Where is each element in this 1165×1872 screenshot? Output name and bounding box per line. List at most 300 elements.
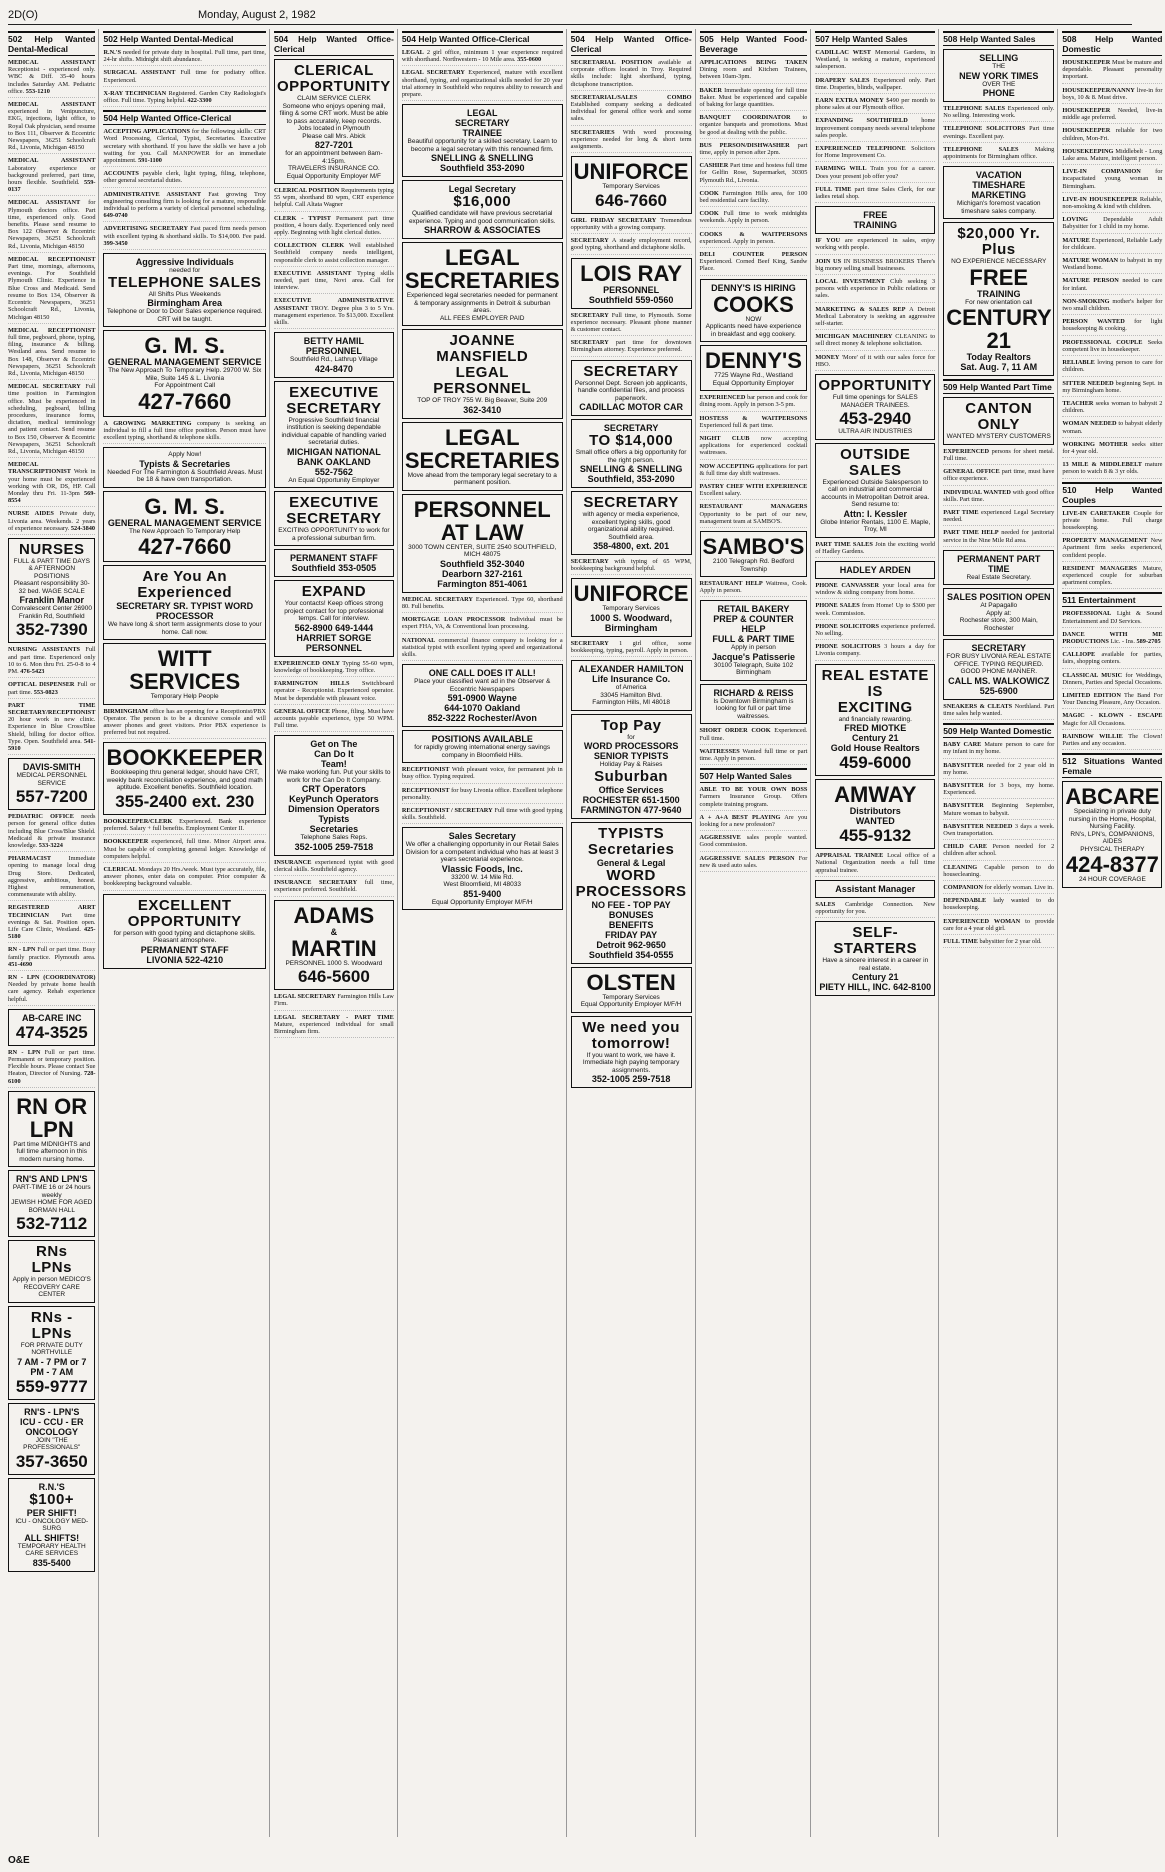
- display-ad-line: TOP OF TROY 755 W. Big Beaver, Suite 209: [417, 397, 548, 405]
- ad-lead: MICHIGAN MACHINERY: [815, 333, 893, 341]
- display-ad: [815, 443, 935, 538]
- display-ad-line: NOW: [745, 315, 762, 323]
- display-ad-line: Distributors: [849, 806, 901, 817]
- classified-ad: [103, 838, 265, 863]
- ad-body: Wanted full time or part time. Apply in person.: [699, 747, 808, 763]
- ad-lead: NURSE AIDES: [8, 510, 54, 518]
- display-ad-line: OVER THE: [982, 80, 1016, 88]
- ad-lead: SHORT ORDER COOK: [699, 727, 771, 735]
- ad-lead: LIMITED EDITION: [1062, 691, 1121, 699]
- display-ad: [943, 222, 1054, 376]
- display-ad-line: GENERAL MANAGEMENT SERVICE: [107, 357, 262, 368]
- ad-body: full time, experience preferred. Southfield.: [273, 879, 394, 894]
- ad-lead: HOUSEKEEPER: [1062, 59, 1111, 66]
- ad-lead: LIVE-IN COMPANION: [1062, 168, 1141, 176]
- ad-lead: MATURE PERSON: [1062, 277, 1119, 285]
- display-ad-line: West Bloomfield, MI 48033: [443, 881, 522, 889]
- display-ad-line: WANTED MYSTERY CUSTOMERS: [946, 433, 1051, 441]
- display-ad: [943, 588, 1054, 636]
- display-ad: [402, 104, 563, 177]
- ad-lead: EXPANDING SOUTHFIELD: [815, 117, 908, 125]
- display-ad: [700, 600, 808, 681]
- display-ad-line: Pleasant responsibility 30-32 bed. WAGE SCALE: [13, 580, 90, 595]
- ad-body: A Detroit Medical Laboratory is seeking an aggressive self-starter.: [815, 305, 936, 328]
- display-ad-line: Small office offers a big opportunity for the right person.: [575, 449, 687, 464]
- display-ad: [571, 822, 692, 964]
- display-ad-line: Sales Secretary: [448, 831, 516, 842]
- display-ad-line: FULL & PART TIME: [712, 634, 795, 645]
- ad-body: with typing of 65 WPM, bookkeeping background helpful.: [570, 558, 692, 573]
- ad-body: 20 hour work in new clinic. Experience in Blue Cross/Blue Shield, billing for doctor office. Type. Open. Southfield area.: [8, 716, 96, 745]
- classified-ad: [1062, 196, 1162, 213]
- display-ad: [274, 491, 394, 546]
- ad-lead: RECEPTIONIST: [401, 786, 450, 794]
- classified-ad: [943, 146, 1054, 163]
- ad-body: for the following skills: CRT Word Processing, Clerical, Typist, Secretaries. Executive secretary with shorthand. If you have the skills we have a job waiting for you. Call MANPOWER for an immediate appointment.: [103, 128, 266, 165]
- ad-body: part time for downtown Birmingham attorney. Experience preferred.: [570, 339, 692, 354]
- ad-lead: CADILLAC WEST: [815, 49, 871, 56]
- ad-lead: A GROWING MARKETING: [103, 419, 192, 427]
- ad-lead: FULL TIME: [943, 938, 978, 946]
- ad-lead: R.N.'S: [103, 49, 121, 56]
- display-ad-line: Typists: [318, 814, 350, 825]
- display-ad-line: 424-8377: [1065, 852, 1159, 878]
- display-ad: [402, 422, 563, 491]
- ad-body: Seeks competent live in housekeeper.: [1062, 338, 1163, 353]
- section-heading: 504 Help Wanted Office-Clerical: [274, 31, 394, 56]
- section-heading: 509 Help Wanted Domestic: [943, 723, 1054, 738]
- ad-body: Typing skills needed, part time, Novi area. Call for interview.: [273, 269, 394, 292]
- display-ad-line: Sat. Aug. 7, 11 AM: [960, 362, 1038, 373]
- ad-body: for incapacitated young woman in Birmingham.: [1062, 168, 1163, 190]
- ad-body: Dependable Adult Babysitter for 1 child in my home.: [1062, 216, 1163, 231]
- ad-lead: MEDICAL ASSISTANT: [8, 157, 96, 165]
- classified-ad: [943, 823, 1054, 840]
- display-ad-line: 557-7200: [15, 787, 88, 807]
- display-ad: [8, 1091, 95, 1168]
- classified-ad: [1062, 400, 1162, 417]
- classified-ad: [700, 435, 808, 460]
- ad-lead: DANCE WITH ME PRODUCTIONS: [1062, 630, 1163, 645]
- display-ad-line: 559-9777: [15, 1376, 88, 1396]
- display-ad-line: ROCHESTER 651-1500: [582, 794, 680, 805]
- ad-body: part time, apply in person after 2pm.: [699, 141, 808, 157]
- issue-date: Monday, August 2, 1982: [197, 9, 316, 21]
- ad-lead: SECRETARY: [570, 339, 609, 347]
- display-ad-line: JOIN "THE PROFESSIONALS": [23, 1436, 81, 1452]
- ad-phone: 524-3840: [70, 524, 96, 532]
- classified-ad: [815, 77, 935, 94]
- ad-lead: PHONE SOLICITORS: [815, 622, 879, 630]
- classified-ad: [103, 225, 265, 250]
- display-ad-line: EXCELLENT: [137, 896, 232, 914]
- classified-ad: [1062, 168, 1162, 193]
- classified-ad: [1062, 277, 1162, 294]
- display-ad-line: NURSES: [18, 540, 85, 558]
- ad-lead: CLERICAL POSITION: [273, 187, 340, 194]
- ad-body: home improvement company needs several telephone sales people.: [815, 117, 936, 139]
- ad-body: Train you for a career. Does your present job offer you?: [815, 165, 936, 180]
- classified-ad: [815, 333, 935, 350]
- display-ad-line: PERSONNEL: [413, 496, 551, 522]
- ad-lead: INDIVIDUAL WANTED: [943, 488, 1011, 496]
- ad-lead: LEGAL SECRETARY: [401, 69, 465, 77]
- classified-column: [571, 29, 696, 1837]
- classified-ad: [103, 420, 265, 445]
- ad-body: The Band For Your Dancing Pleasure, Any Occasion.: [1062, 691, 1163, 707]
- ad-lead: SECRETARY: [570, 237, 609, 245]
- ad-lead: RAINBOW WILLIE: [1062, 732, 1123, 740]
- classified-ad: [8, 383, 95, 458]
- classified-ad: [1062, 148, 1162, 165]
- ad-body: Registered. Garden City Radiologist's office. Full time. Typing helpful.: [103, 89, 266, 105]
- display-ad-line: Experienced legal secretaries needed for permanent & temporary assignments in Detroit & suburban areas.: [406, 292, 558, 315]
- display-ad-line: Southfield Rd., Lathrup Village: [290, 356, 378, 364]
- ad-lead: APPLICATIONS BEING TAKEN: [699, 59, 808, 66]
- display-ad-line: JEWISH HOME FOR AGED BORMAN HALL: [11, 1199, 93, 1214]
- classified-ad: [103, 69, 265, 86]
- ad-phone: 399-3450: [103, 239, 128, 247]
- display-ad-line: VACATION: [975, 170, 1022, 181]
- ad-body: Established company seeking a dedicated individual for general office work and some sales.: [570, 101, 692, 123]
- ad-body: Solicitors for Home Improvement Co.: [815, 145, 936, 160]
- display-ad-line: EXPAND: [301, 583, 367, 601]
- ad-lead: EXPERIENCED WOMAN: [943, 917, 1021, 925]
- display-ad-line: LEGAL: [455, 364, 509, 382]
- display-ad: [815, 561, 935, 579]
- display-ad: [571, 967, 692, 1013]
- ad-body: Individual must be expert FHA, VA, & Conventional loan processing.: [401, 616, 563, 631]
- ad-lead: RELIABLE: [1062, 359, 1095, 367]
- ad-body: now accepting applications for experienced cocktail waitresses.: [699, 434, 808, 457]
- ad-lead: FARMING WILL: [815, 165, 867, 173]
- display-ad-line: Apply at:: [986, 609, 1012, 617]
- ad-lead: EXPERIENCED: [943, 447, 990, 455]
- display-ad-line: For Appointment Call: [154, 382, 216, 390]
- display-ad-line: 453-2940: [839, 409, 912, 429]
- classified-ad: [571, 640, 692, 657]
- display-ad-line: 352-1005 259-7518: [294, 841, 374, 852]
- classified-ad: [8, 855, 95, 901]
- display-ad-line: 30100 Telegraph, Suite 102 Birmingham: [713, 661, 794, 677]
- display-ad: [274, 59, 394, 184]
- display-ad-line: Typists & Secretaries: [139, 458, 231, 469]
- classified-ad: [700, 483, 808, 500]
- display-ad-line: If you want to work, we have it. Immediate high paying temporary assignments.: [582, 1051, 680, 1074]
- display-ad: [103, 742, 265, 815]
- display-ad-line: PERSONNEL: [433, 380, 532, 398]
- ad-body: experienced, full time. Minor Airport area. Must be capable of completing general ledger. Knowledge of computers helpful.: [103, 838, 266, 860]
- display-ad-line: 532-7112: [16, 1214, 88, 1234]
- ad-lead: RECEPTIONIST / SECRETARY: [401, 806, 493, 814]
- display-ad-line: RN's, LPN's, COMPANIONS, AIDES: [1070, 830, 1155, 846]
- ad-lead: EXECUTIVE ASSISTANT: [273, 269, 352, 277]
- classified-ad: [274, 297, 394, 329]
- classified-ad: [1062, 537, 1162, 562]
- ad-phone: 589-2705: [1136, 637, 1161, 645]
- ad-lead: LIVE-IN CARETAKER: [1062, 509, 1131, 517]
- display-ad-line: General & Legal: [596, 857, 666, 868]
- display-ad-line: FREE: [969, 264, 1029, 290]
- display-ad-line: RNs: [35, 1243, 68, 1261]
- ad-body: with good office skills. Part time.: [943, 488, 1055, 503]
- display-ad-line: SECRETARY: [286, 399, 382, 417]
- classified-ad: [103, 708, 265, 740]
- display-ad-line: We make working fun. Put your skills to work for the Can Do It Company.: [277, 769, 391, 784]
- ad-body: For new & used auto sales.: [699, 854, 808, 869]
- display-ad-line: needed for: [169, 267, 201, 275]
- display-ad: [815, 779, 935, 849]
- display-ad-line: Assistant Manager: [835, 883, 916, 894]
- display-ad: [274, 549, 394, 577]
- display-ad-line: Your contacts! Keep offices strong project contact for top professional temps. Call for interview.: [284, 600, 384, 623]
- classified-ad: [8, 157, 95, 196]
- display-ad-line: for rapidly growing international energy savings company in Bloomfield Hills.: [414, 744, 551, 759]
- ad-lead: BOOKKEEPER: [103, 838, 149, 846]
- ad-body: Beginning September, Mature woman to babysit.: [943, 802, 1055, 817]
- ad-body: 3 days a week. Own transportation.: [943, 822, 1055, 837]
- ad-lead: LOCAL INVESTMENT: [815, 278, 885, 286]
- ad-lead: SECRETARIAL POSITION: [570, 59, 653, 66]
- display-ad-line: $16,000: [453, 193, 512, 211]
- ad-body: Dining room and Kitchen Trainees, between 10am-3pm.: [699, 66, 808, 81]
- ad-body: Farmers Insurance Group. Offers complete training program.: [699, 793, 808, 808]
- display-ad-line: AMWAY: [834, 782, 917, 808]
- display-ad: [700, 345, 808, 391]
- classified-ad: [274, 660, 394, 677]
- display-ad-line: Gold House Realtors: [830, 743, 920, 754]
- ad-body: Memorial Gardens, in Westland, is seeking a mature, experienced salesperson.: [815, 49, 936, 71]
- display-ad-line: Equal Opportunity Employer M/F: [286, 172, 382, 180]
- classified-ad: [8, 199, 95, 252]
- ad-lead: AGGRESSIVE SALES PERSON: [699, 854, 795, 862]
- display-ad-line: SELF-STARTERS: [833, 924, 918, 958]
- classified-ad: [1062, 733, 1162, 750]
- display-ad-line: AT LAW: [440, 519, 524, 545]
- section-heading: 511 Entertainment: [1062, 592, 1162, 607]
- display-ad: [571, 419, 692, 488]
- ad-lead: HOUSEKEEPER/NANNY: [1062, 86, 1135, 94]
- ad-lead: HOUSEKEEPER: [1062, 127, 1111, 135]
- classified-ad: [700, 814, 808, 831]
- ad-body: Needed, live-in middle age preferred.: [1062, 107, 1163, 122]
- ad-body: New Apartment firm seeks experienced, confident people.: [1062, 537, 1163, 559]
- classified-ad: [1062, 257, 1162, 274]
- display-ad: [8, 1478, 95, 1572]
- display-ad-line: PIETY HILL, INC. 642-8100: [819, 982, 932, 993]
- classified-ad: [700, 231, 808, 248]
- ad-lead: SECRETARIES: [570, 128, 615, 136]
- ad-body: Opportunity to be part of our new, management team at SAMBO'S.: [699, 510, 808, 525]
- display-ad: [700, 684, 808, 725]
- display-ad-line: Birmingham Area: [147, 298, 223, 309]
- ad-lead: NOW ACCEPTING: [699, 462, 755, 470]
- ad-lead: MEDICAL ASSISTANT: [8, 199, 81, 207]
- display-ad-line: ONE CALL DOES IT ALL!: [428, 668, 536, 679]
- display-ad-line: PHYSICAL THERAPY: [1080, 845, 1145, 853]
- ad-lead: 13 MILE & MIDDLEBELT: [1062, 461, 1142, 469]
- classified-ad: [274, 859, 394, 876]
- ad-body: Farmington Hills Law Firm.: [273, 993, 394, 1008]
- section-heading: 510 Help Wanted Couples: [1062, 482, 1162, 507]
- display-ad: [8, 1170, 95, 1237]
- display-ad: [815, 921, 935, 996]
- display-ad-line: 352-7390: [15, 620, 88, 640]
- ad-body: Experienced only. No selling. Interesting work.: [943, 105, 1055, 120]
- ad-body: Private duty, Livonia area. Weekends. 2 years of experience necessary.: [8, 510, 96, 532]
- ad-lead: SNEAKERS & CLEATS: [943, 702, 1013, 710]
- classified-ad: [571, 312, 692, 337]
- ad-lead: RESIDENT MANAGERS: [1062, 564, 1137, 572]
- classified-ad: [8, 59, 95, 98]
- display-ad-line: ICU - CCU - ER ONCOLOGY: [19, 1416, 84, 1437]
- ad-body: full time, pegboard, phone, typing, filing, insurance & billing. Westland area. Send resume to Box 148, Observer & Eccentric Newspapers, 36251 Schoolcraft Rd., Livonia, Michigan 48150: [8, 333, 96, 377]
- display-ad-line: UNIFORCE: [573, 581, 689, 607]
- ad-body: 3 hours a day for Livonia company.: [815, 643, 936, 658]
- ad-body: Needed by private home health care agency. Rehab experience helpful.: [8, 981, 96, 1003]
- display-ad-line: SECRETARY: [583, 362, 679, 380]
- display-ad-line: BOOKKEEPER: [106, 745, 263, 771]
- masthead: [8, 6, 1132, 25]
- display-ad: [8, 758, 95, 810]
- ad-lead: BABYSITTER NEEDED: [943, 822, 1013, 830]
- classified-ad: [1062, 441, 1162, 458]
- ad-lead: EXPERIENCED TELEPHONE: [815, 145, 906, 153]
- display-ad: [402, 494, 563, 593]
- ad-lead: HOSTESS & WAITPERSONS: [699, 414, 808, 422]
- display-ad-line: Jacque's Patisserie: [711, 651, 796, 662]
- display-ad: [571, 258, 692, 309]
- ad-body: Full or part time.: [8, 681, 96, 696]
- display-ad-line: POSITIONS AVAILABLE: [431, 734, 533, 745]
- display-ad-line: Is Downtown Birmingham is looking for full or part time waitresses.: [713, 697, 794, 720]
- display-ad-line: 1000 S. Woodward, Birmingham: [590, 612, 673, 633]
- classified-ad: [1062, 87, 1162, 104]
- classified-ad: [1062, 59, 1162, 84]
- classified-ad: [1062, 461, 1162, 478]
- ad-body: bar person and cook for dining room. Apply in person 3-5 pm.: [699, 394, 808, 409]
- ad-body: Phone, filing. Must have accounts payable experience, type 50 WPM. Full time.: [273, 707, 394, 730]
- ad-lead: LEGAL SECRETARY: [273, 993, 336, 1001]
- display-ad-line: BONUSES: [608, 909, 654, 920]
- classified-ad: [815, 582, 935, 599]
- ad-lead: HOUSEKEEPER: [1062, 107, 1111, 115]
- ad-body: Northland. Part time sales help wanted.: [943, 702, 1055, 717]
- display-ad-line: ULTRA AIR INDUSTRIES: [838, 428, 913, 436]
- classified-ad: [1062, 107, 1162, 124]
- display-ad-line: OLSTEN: [586, 969, 676, 995]
- ad-lead: RN - LPN: [8, 1048, 41, 1056]
- display-ad: [103, 253, 265, 327]
- classified-ad: [1062, 127, 1162, 144]
- display-ad-line: SNELLING & SNELLING: [430, 153, 534, 164]
- display-ad: [103, 330, 265, 417]
- classified-ad: [943, 843, 1054, 860]
- display-ad-line: Full time openings for SALES MANAGER TRAINEES.: [832, 394, 918, 409]
- ad-body: Light & Sound Entertainment and DJ Services.: [1062, 610, 1163, 625]
- ad-body: Permanent part time position, 4 hours daily. Experienced only need apply. Beginning with light clerical duties.: [273, 214, 394, 237]
- ad-body: Immediate opening for full time Baker. Must be experienced and capable of baking for large quantities.: [699, 86, 808, 109]
- ad-body: $490 per month to phone sales at our Plymouth office.: [815, 97, 936, 112]
- display-ad-line: FRIDAY PAY: [605, 929, 658, 940]
- display-ad-line: 591-0900 Wayne: [447, 693, 517, 704]
- ad-body: to provide care for a 4 year old girl.: [943, 917, 1055, 932]
- ad-body: Must be mature and dependable. Pleasant personality important.: [1062, 59, 1163, 81]
- ad-lead: WOMAN NEEDED: [1062, 420, 1117, 428]
- ad-body: Immediate opening to manage local drug Drug Store. Dedicated, aggressive, ambitious, honest. Highest remuneration, commensurate with ability.: [8, 855, 96, 899]
- ad-body: Magic for All Occasions.: [1062, 719, 1126, 727]
- ad-lead: RN - LPN: [8, 946, 36, 954]
- ad-lead: MEDICAL RECEPTIONIST: [8, 326, 96, 334]
- display-ad: [8, 538, 95, 644]
- display-ad: [571, 714, 692, 819]
- ad-lead: EXPERIENCED ONLY: [273, 659, 340, 667]
- ad-body: The Clown! Parties and any occasion.: [1062, 732, 1163, 747]
- classified-ad: [1062, 672, 1162, 689]
- display-ad-line: TRAINING: [977, 288, 1021, 299]
- ad-body: sales people wanted. Good commission.: [699, 834, 808, 849]
- classified-ad: [402, 787, 563, 804]
- ad-lead: PART TIME: [943, 508, 979, 516]
- ad-lead: PART TIME SALES: [815, 540, 873, 548]
- display-ad-line: SECRETARY: [286, 510, 382, 528]
- ad-body: With word processing experience needed for long & short term assignments.: [570, 128, 692, 151]
- ad-body: office has an opening for a Receptionist/PBX Operator. The person is to be a dicursive console and will answer phones and greet visitors. Prior PBX experience is preferred but not required.: [103, 707, 266, 737]
- ad-body: Experienced. Full time.: [699, 727, 808, 742]
- ad-lead: WORKING MOTHER: [1062, 440, 1128, 448]
- ad-body: for 3 boys, my home. Experienced.: [943, 781, 1055, 797]
- section-heading: 502 Help Wanted Dental-Medical: [103, 31, 265, 46]
- ad-lead: APPRAISAL TRAINEE: [815, 852, 884, 860]
- display-ad-line: Needed For The Farmington & Southfield Areas. Must be 18 & have own transportation.: [107, 468, 263, 484]
- ad-lead: PASTRY CHEF WITH EXPERIENCE: [699, 483, 808, 490]
- classified-ad: [571, 129, 692, 154]
- ad-phone: 451-4690: [8, 960, 33, 968]
- section-heading: 504 Help Wanted Office-Clerical: [571, 31, 692, 56]
- display-ad-line: SECRETARY: [603, 423, 659, 434]
- display-ad-line: CRT Operators: [301, 784, 366, 795]
- ad-body: Full time for podiatry office. Experienced.: [103, 69, 266, 84]
- display-ad-line: 646-7660: [595, 190, 668, 210]
- display-ad: [274, 580, 394, 657]
- classified-ad: [1062, 318, 1162, 335]
- ad-body: Experienced, mature with excellent shorthand, typing, and organizational skills needed for 20 year trial attorney in Southfield who requires ability to research and prepare.: [401, 69, 563, 99]
- display-ad-line: RETAIL BAKERY: [717, 604, 790, 615]
- classified-ad: [943, 105, 1054, 122]
- ad-body: experienced typist with good clerical skills. Southfield agency.: [273, 858, 394, 874]
- ad-lead: DEPENDABLE: [943, 897, 987, 905]
- display-ad-line: $20,000 Yr. Plus: [957, 225, 1041, 259]
- ad-lead: IF YOU: [815, 237, 841, 245]
- ad-lead: EXECUTIVE ADMINISTRATIVE ASSISTANT: [273, 297, 394, 312]
- display-ad-line: 474-3525: [15, 1022, 88, 1042]
- ad-body: for Plymouth doctors office. Part time, experienced only. Good benefits. Please send resume to Box 122 Observer & Eccentric Newspapers, 36251 Schoolcraft Rd., Livonia, Michigan 48150: [8, 199, 96, 250]
- ad-body: Are you looking for a new profession?: [699, 813, 808, 829]
- display-ad-line: Equal Opportunity Employer M/F/H: [580, 1001, 682, 1009]
- display-ad: [274, 332, 394, 378]
- display-ad-line: 827-7201: [314, 140, 353, 150]
- ad-lead: ADMINISTRATIVE ASSISTANT: [103, 190, 202, 198]
- ad-body: for busy Livonia office. Excellent telephone personality.: [401, 786, 563, 801]
- ad-body: Well established Southfield company needs intelligent, responsible clerk to assist collection manager.: [273, 242, 394, 264]
- display-ad-line: TRAINING: [853, 220, 898, 231]
- display-ad-line: SECRETARY: [583, 494, 679, 512]
- display-ad-line: 525-6900: [979, 685, 1018, 696]
- ad-body: Cambridge Connection. New opportunity for you.: [815, 900, 936, 915]
- classified-ad: [402, 807, 563, 824]
- ad-body: 'More' of it with our sales force for HBO.: [815, 353, 936, 368]
- display-ad-line: Bookkeeping thru general ledger, should have CRT, weekly bank reconciliation experience, and good math aptitude. Excellent benefits. Southfield location.: [106, 769, 263, 792]
